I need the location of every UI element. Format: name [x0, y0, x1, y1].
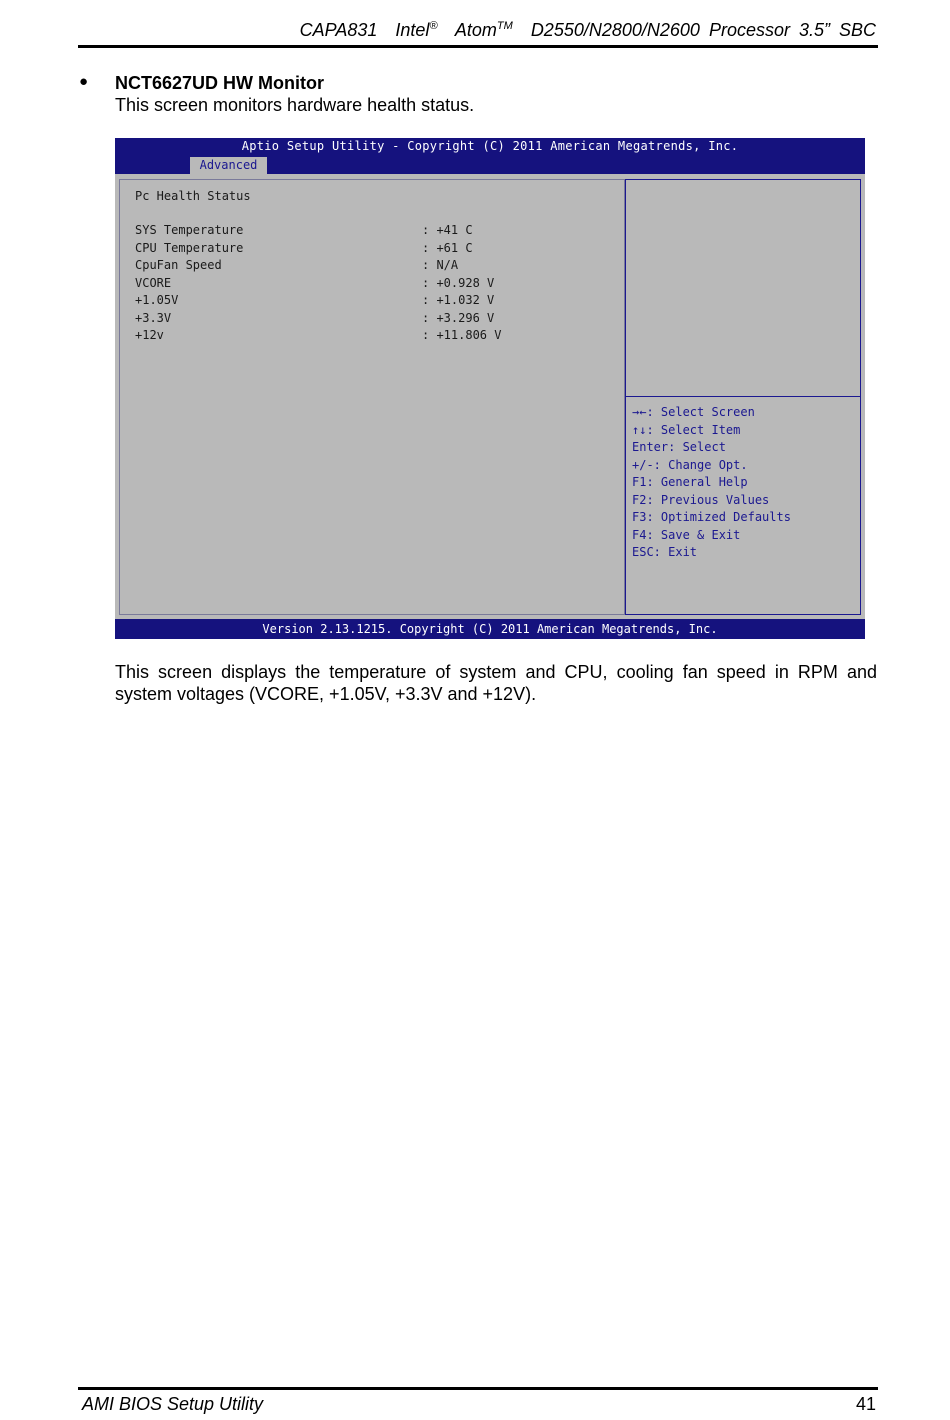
help-esc-exit: ESC: Exit [632, 545, 698, 559]
header-brand: Intel [395, 20, 430, 40]
header-product: Atom [454, 20, 497, 40]
help-save-exit: F4: Save & Exit [632, 527, 741, 542]
section-title: NCT6627UD HW Monitor [115, 73, 325, 93]
bullet-icon: ● [79, 73, 89, 90]
header-rest: D2550/N2800/N2600 Processor 3.5” SBC [530, 20, 876, 40]
row-label: +1.05V [135, 293, 179, 307]
row-label: +12v [135, 328, 164, 342]
row-label: SYS Temperature [135, 223, 244, 237]
row-value: : +41 C [422, 223, 473, 237]
header-product-mark: TM [496, 20, 513, 32]
row-value: : N/A [422, 258, 459, 272]
help-keys [632, 405, 791, 563]
row-value: : +0.928 V [422, 275, 495, 290]
help-select-item: ↑↓: Select Item [632, 422, 741, 437]
page-number: 41 [855, 1394, 876, 1414]
description-paragraph: This screen displays the temperature of system and CPU, cooling fan speed in RPM and system voltages (VCORE, +1.05V, +3.3V and +12V). [115, 662, 877, 704]
row-value: : +11.806 V [422, 328, 502, 342]
footer-title: AMI BIOS Setup Utility [82, 1394, 264, 1414]
help-optimized-defaults: F3: Optimized Defaults [632, 510, 791, 524]
bios-version: Version 2.13.1215. Copyright (C) 2011 American Megatrends, Inc. [262, 622, 718, 636]
header-rule [78, 45, 878, 48]
row-value: : +1.032 V [422, 293, 495, 307]
row-value: : +61 C [422, 240, 473, 255]
row-label: CpuFan Speed [135, 258, 222, 272]
tab-advanced[interactable]: Advanced [190, 157, 267, 174]
footer-rule [78, 1387, 878, 1390]
help-enter-select: Enter: Select [632, 440, 726, 454]
pc-health-heading: Pc Health Status [135, 189, 251, 203]
bios-screenshot [115, 138, 865, 639]
row-label: VCORE [135, 275, 172, 290]
help-change-opt: +/-: Change Opt. [632, 457, 748, 472]
help-general-help: F1: General Help [632, 475, 748, 489]
row-value: : +3.296 V [422, 310, 495, 325]
header-brand-mark: ® [429, 20, 438, 32]
header-title [300, 20, 876, 41]
bios-main-panel [119, 179, 625, 615]
help-previous-values: F2: Previous Values [632, 492, 770, 507]
row-label: +3.3V [135, 310, 172, 325]
section-description: This screen monitors hardware health status. [115, 95, 475, 115]
bios-title: Aptio Setup Utility - Copyright (C) 2011 American Megatrends, Inc. [241, 139, 739, 153]
help-select-screen: →←: Select Screen [632, 405, 755, 419]
bios-title-bar [115, 138, 865, 174]
bios-version-bar [115, 619, 865, 639]
help-divider [626, 396, 860, 397]
header-model: CAPA831 [299, 20, 378, 40]
bios-help-panel [625, 179, 861, 615]
row-label: CPU Temperature [135, 240, 244, 255]
page-header [78, 20, 878, 50]
